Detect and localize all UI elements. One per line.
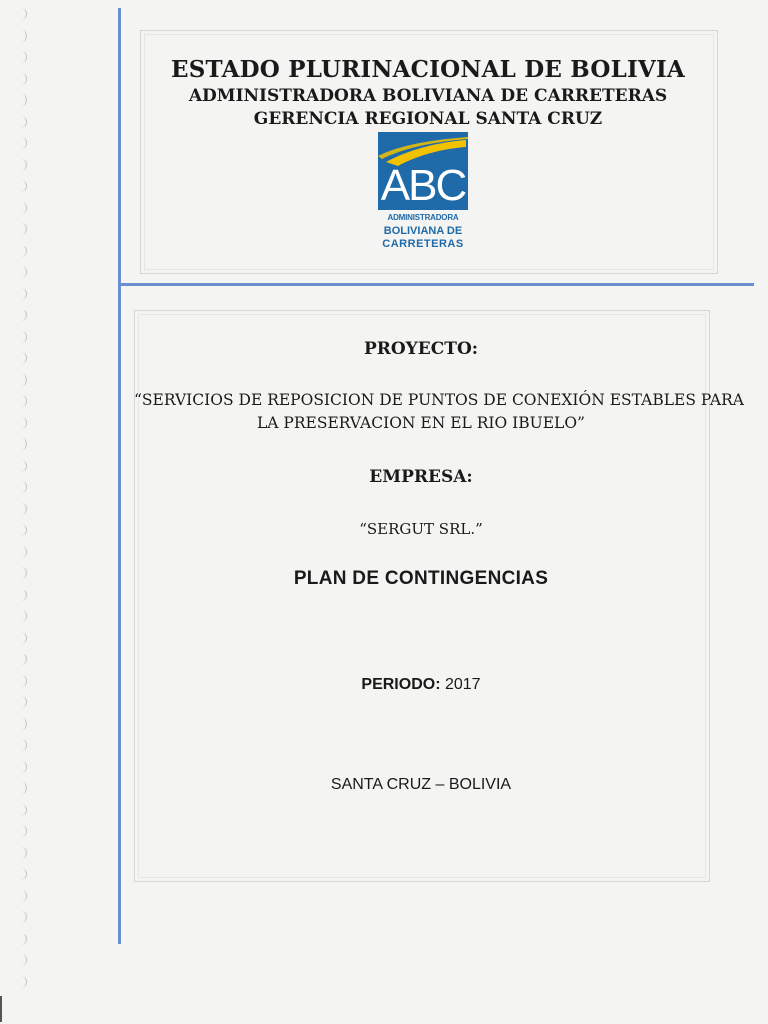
binding-hole bbox=[16, 331, 27, 343]
document-title: PLAN DE CONTINGENCIAS bbox=[293, 568, 549, 589]
binding-hole bbox=[16, 223, 27, 235]
binding-hole bbox=[16, 610, 27, 622]
logo-text-line1: ADMINISTRADORA bbox=[387, 213, 459, 222]
binding-hole bbox=[16, 653, 27, 665]
binding-hole bbox=[16, 94, 27, 106]
binding-hole bbox=[16, 761, 27, 773]
binding-hole bbox=[16, 180, 27, 192]
binding-hole bbox=[16, 976, 27, 988]
binding-hole bbox=[16, 718, 27, 730]
binding-hole bbox=[16, 696, 27, 708]
company-name: “SERGUT SRL.” bbox=[359, 520, 483, 538]
binding-hole bbox=[16, 8, 27, 20]
binding-hole bbox=[16, 911, 27, 923]
period-label: PERIODO: bbox=[361, 676, 441, 693]
abc-logo bbox=[378, 132, 468, 256]
header-state-name: ESTADO PLURINACIONAL DE BOLIVIA bbox=[171, 56, 685, 83]
vertical-margin-rule bbox=[118, 8, 121, 944]
binding-hole bbox=[16, 137, 27, 149]
abc-logo-emblem bbox=[378, 132, 468, 210]
abc-logo-acronym: ABC bbox=[380, 161, 466, 210]
binding-hole bbox=[16, 245, 27, 257]
binding-hole bbox=[16, 30, 27, 42]
binding-hole bbox=[16, 395, 27, 407]
binding-hole bbox=[16, 933, 27, 945]
horizontal-divider-rule bbox=[118, 283, 754, 286]
binding-hole bbox=[16, 782, 27, 794]
binding-hole bbox=[16, 890, 27, 902]
binding-hole bbox=[16, 804, 27, 816]
binding-hole bbox=[16, 73, 27, 85]
binding-hole bbox=[16, 847, 27, 859]
binding-hole bbox=[16, 481, 27, 493]
binding-hole bbox=[16, 739, 27, 751]
binding-hole bbox=[16, 288, 27, 300]
company-label: EMPRESA: bbox=[369, 467, 473, 487]
binding-hole bbox=[16, 546, 27, 558]
logo-text-line3: CARRETERAS bbox=[382, 238, 464, 250]
binding-hole bbox=[16, 868, 27, 880]
binding-hole bbox=[16, 460, 27, 472]
binding-holes bbox=[8, 8, 32, 1008]
binding-hole bbox=[16, 632, 27, 644]
location-line: SANTA CRUZ – BOLIVIA bbox=[330, 776, 512, 793]
project-description-line1: “SERVICIOS DE REPOSICION DE PUNTOS DE CONEXIÓN ESTABLES PARA bbox=[134, 391, 744, 409]
binding-hole bbox=[16, 417, 27, 429]
binding-hole bbox=[16, 116, 27, 128]
header-regional-office: GERENCIA REGIONAL SANTA CRUZ bbox=[253, 109, 603, 129]
binding-hole bbox=[16, 202, 27, 214]
header-agency-name: ADMINISTRADORA BOLIVIANA DE CARRETERAS bbox=[188, 86, 668, 106]
period-line bbox=[134, 676, 708, 694]
binding-hole bbox=[16, 159, 27, 171]
project-label: PROYECTO: bbox=[363, 339, 479, 359]
project-description-line2: LA PRESERVACION EN EL RIO IBUELO” bbox=[257, 414, 585, 432]
binding-hole bbox=[16, 266, 27, 278]
binding-hole bbox=[16, 438, 27, 450]
binding-hole bbox=[16, 567, 27, 579]
binding-hole bbox=[16, 374, 27, 386]
binding-hole bbox=[16, 309, 27, 321]
binding-hole bbox=[16, 954, 27, 966]
binding-hole bbox=[16, 503, 27, 515]
binding-hole bbox=[16, 51, 27, 63]
logo-text-line2: BOLIVIANA DE bbox=[383, 225, 463, 237]
period-value: 2017 bbox=[440, 676, 481, 693]
binding-hole bbox=[16, 589, 27, 601]
binding-hole bbox=[16, 825, 27, 837]
binding-hole bbox=[16, 524, 27, 536]
binding-hole bbox=[16, 352, 27, 364]
binding-hole bbox=[16, 675, 27, 687]
page-edge-mark bbox=[0, 996, 2, 1022]
